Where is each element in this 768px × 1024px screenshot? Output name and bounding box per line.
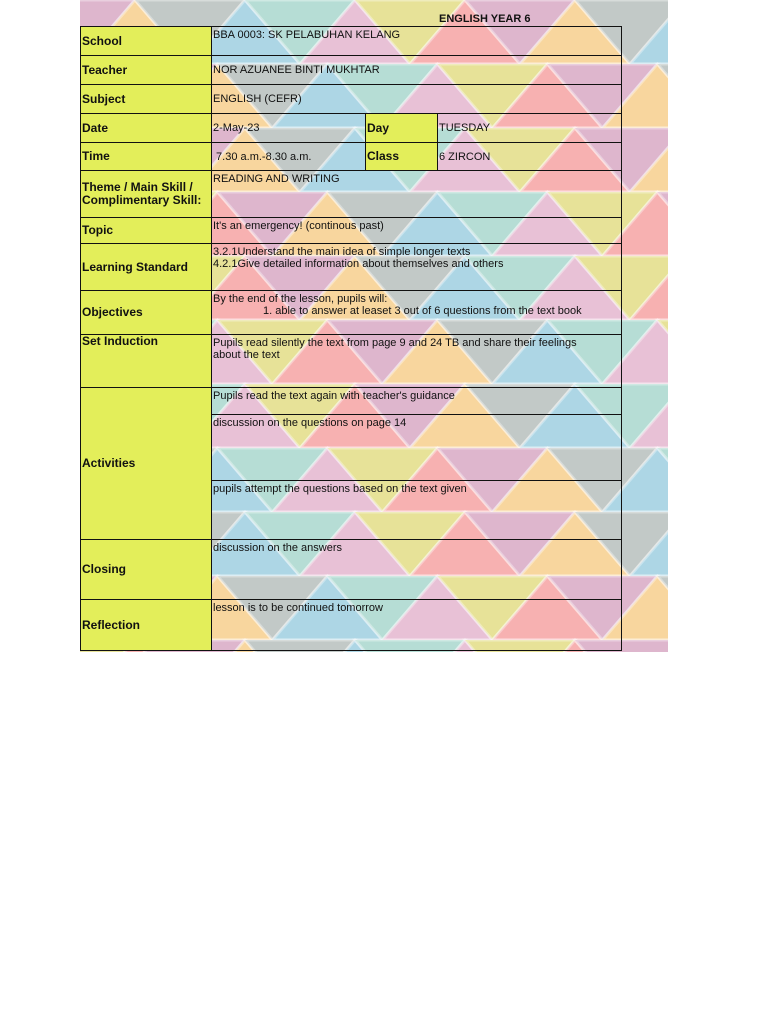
theme-value: READING AND WRITING <box>212 171 622 218</box>
row-topic <box>81 218 622 244</box>
row-school <box>81 27 622 56</box>
activity-item: pupils attempt the questions based on the text given <box>212 481 622 540</box>
objectives-line1: By the end of the lesson, pupils will: <box>213 293 388 305</box>
theme-label <box>81 171 212 218</box>
learning-standard-value <box>212 244 622 291</box>
set-induction-line1: Pupils read silently the text from page 9 and 24 TB and share their feelings <box>213 337 577 349</box>
objectives-value <box>212 291 622 335</box>
theme-label-line1: Theme / Main Skill / <box>82 180 193 194</box>
time-value: 7.30 a.m.-8.30 a.m. <box>212 143 366 171</box>
row-reflection <box>81 600 622 651</box>
subject-label: Subject <box>81 85 212 114</box>
reflection-label: Reflection <box>81 600 212 651</box>
row-teacher <box>81 56 622 85</box>
date-value: 2-May-23 <box>212 114 366 143</box>
date-label: Date <box>81 114 212 143</box>
row-theme <box>81 171 622 218</box>
set-induction-value <box>212 335 622 388</box>
teacher-value: NOR AZUANEE BINTI MUKHTAR <box>212 56 622 85</box>
reflection-value: lesson is to be continued tomorrow <box>212 600 622 651</box>
closing-label: Closing <box>81 540 212 600</box>
topic-value: It's an emergency! (continous past) <box>212 218 622 244</box>
activities-label: Activities <box>81 388 212 540</box>
learning-standard-line1: 3.2.1Understand the main idea of simple longer texts <box>213 246 471 258</box>
class-value: 6 ZIRCON <box>438 143 622 171</box>
learning-standard-label: Learning Standard <box>81 244 212 291</box>
row-closing <box>81 540 622 600</box>
set-induction-line2: about the text <box>213 349 280 361</box>
school-value: BBA 0003: SK PELABUHAN KELANG <box>212 27 622 56</box>
topic-label: Topic <box>81 218 212 244</box>
row-activity-1 <box>81 388 622 415</box>
row-set-induction <box>81 335 622 388</box>
time-label: Time <box>81 143 212 171</box>
day-label: Day <box>366 114 438 143</box>
activity-item: discussion on the questions on page 14 <box>212 415 622 481</box>
lesson-plan-sheet <box>80 0 668 652</box>
theme-label-line2: Complimentary Skill: <box>82 193 202 207</box>
row-date-day <box>81 114 622 143</box>
activity-item: Pupils read the text again with teacher's guidance <box>212 388 622 415</box>
school-label: School <box>81 27 212 56</box>
learning-standard-line2: 4.2.1Give detailed information about themselves and others <box>213 258 504 270</box>
day-value: TUESDAY <box>438 114 622 143</box>
row-learning-standard <box>81 244 622 291</box>
row-subject <box>81 85 622 114</box>
document-heading: ENGLISH YEAR 6 <box>439 13 531 25</box>
subject-value: ENGLISH (CEFR) <box>212 85 622 114</box>
row-objectives <box>81 291 622 335</box>
objectives-label: Objectives <box>81 291 212 335</box>
objectives-line2: 1. able to answer at leaset 3 out of 6 questions from the text book <box>263 305 582 317</box>
row-time-class <box>81 143 622 171</box>
class-label: Class <box>366 143 438 171</box>
teacher-label: Teacher <box>81 56 212 85</box>
lesson-plan-table <box>80 26 622 651</box>
closing-value: discussion on the answers <box>212 540 622 600</box>
set-induction-label: Set Induction <box>81 335 212 388</box>
